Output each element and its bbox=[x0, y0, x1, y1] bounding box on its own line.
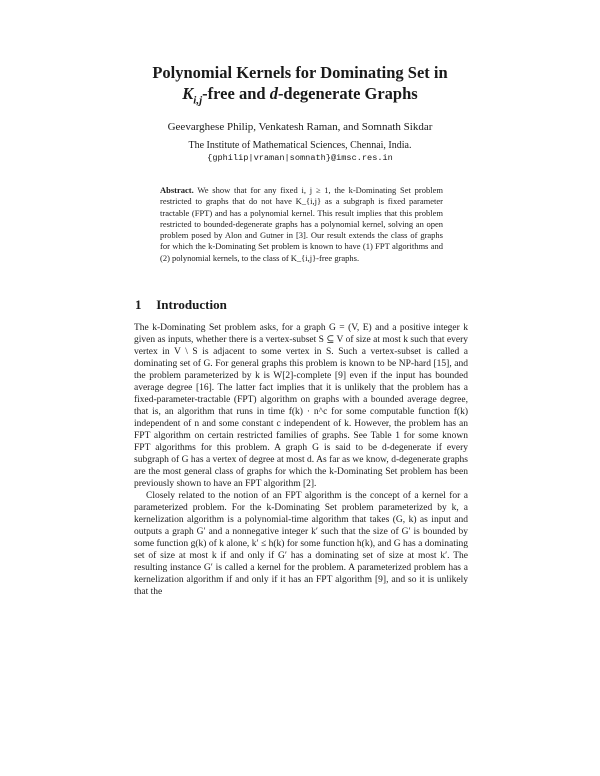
title-line-1: Polynomial Kernels for Dominating Set in bbox=[152, 63, 448, 82]
author-emails: {gphilip|vraman|somnath}@imsc.res.in bbox=[207, 153, 393, 163]
title-d: d bbox=[269, 84, 278, 103]
title-kij: K bbox=[182, 84, 194, 103]
paper-affiliation bbox=[0, 140, 600, 164]
title-part-b: -degenerate Graphs bbox=[277, 84, 418, 103]
title-line-2 bbox=[0, 83, 600, 107]
body-text bbox=[134, 322, 468, 598]
affiliation-text: The Institute of Mathematical Sciences, Chennai, India. bbox=[188, 140, 412, 151]
title-kij-subscript: i,j bbox=[193, 94, 203, 107]
body-paragraph-1: The k-Dominating Set problem asks, for a graph G = (V, E) and a positive integer k given as inputs, whether there is a vertex-subset S ⊆ V of size at most k such that every vertex in V \ S is adjacent to some vertex in S. Such a vertex-subset is called a dominating set of G. For general graphs this problem is known to be NP-hard [15], and the problem parameterized by k is W[2]-complete [9] even if the input has bounded average degree [16]. The latter fact implies that it is unlikely that the problem has a fixed-parameter-tractable (FPT) algorithm on graphs with a bounded average degree, that is, an algorithm that runs in time f(k) · n^c for some computable function f(k) independent of n and some constant c independent of k. However, the problem has an FPT algorithm on certain restricted families of graphs. See Table 1 for some known FPT algorithms for this problem. A graph G is said to be d-degenerate if every subgraph of G has a vertex of degree at most d. As far as we know, d-degenerate graphs are the most general class of graphs for which the k-Dominating Set problem has been previously shown to have an FPT algorithm [2]. bbox=[134, 323, 468, 489]
abstract-block bbox=[160, 185, 443, 264]
abstract-text: We show that for any fixed i, j ≥ 1, the k-Dominating Set problem restricted to graphs that do not have K_{i,j} as a subgraph is fixed parameter tractable (FPT) and has a polynomial kernel. This result implies that this problem restricted to bounded-degenerate graphs has a polynomial kernel, solving an open problem posed by Alon and Gutner in [3]. Our result extends the class of graphs for which the k-Dominating Set problem is known to have (1) FPT algorithms and (2) polynomial kernels, to the class of K_{i,j}-free graphs. bbox=[160, 185, 443, 263]
paper-title bbox=[0, 62, 600, 107]
title-part-a: -free and bbox=[202, 84, 270, 103]
section-title: Introduction bbox=[156, 297, 227, 312]
paper-authors: Geevarghese Philip, Venkatesh Raman, and Somnath Sikdar bbox=[167, 121, 433, 133]
body-paragraph-2: Closely related to the notion of an FPT algorithm is the concept of a kernel for a parameterized problem. For the k-Dominating Set problem parameterized by k, a kernelization algorithm is a polynomial-time algorithm that takes (G, k) as input and outputs a graph G′ and a nonnegative integer k′ such that the size of G′ is bounded by some function g(k) of k alone, k′ ≤ h(k) for some function h(k), and G has a dominating set of size at most k if and only if G′ has a dominating set of size at most k′. The resulting instance G′ is called a kernel for the problem. A parameterized problem has a kernelization algorithm if and only if it has an FPT algorithm [9], and so it is unlikely that the bbox=[134, 491, 468, 597]
section-number: 1 bbox=[135, 297, 142, 312]
abstract-label: Abstract. bbox=[160, 185, 194, 195]
section-heading bbox=[135, 297, 475, 313]
